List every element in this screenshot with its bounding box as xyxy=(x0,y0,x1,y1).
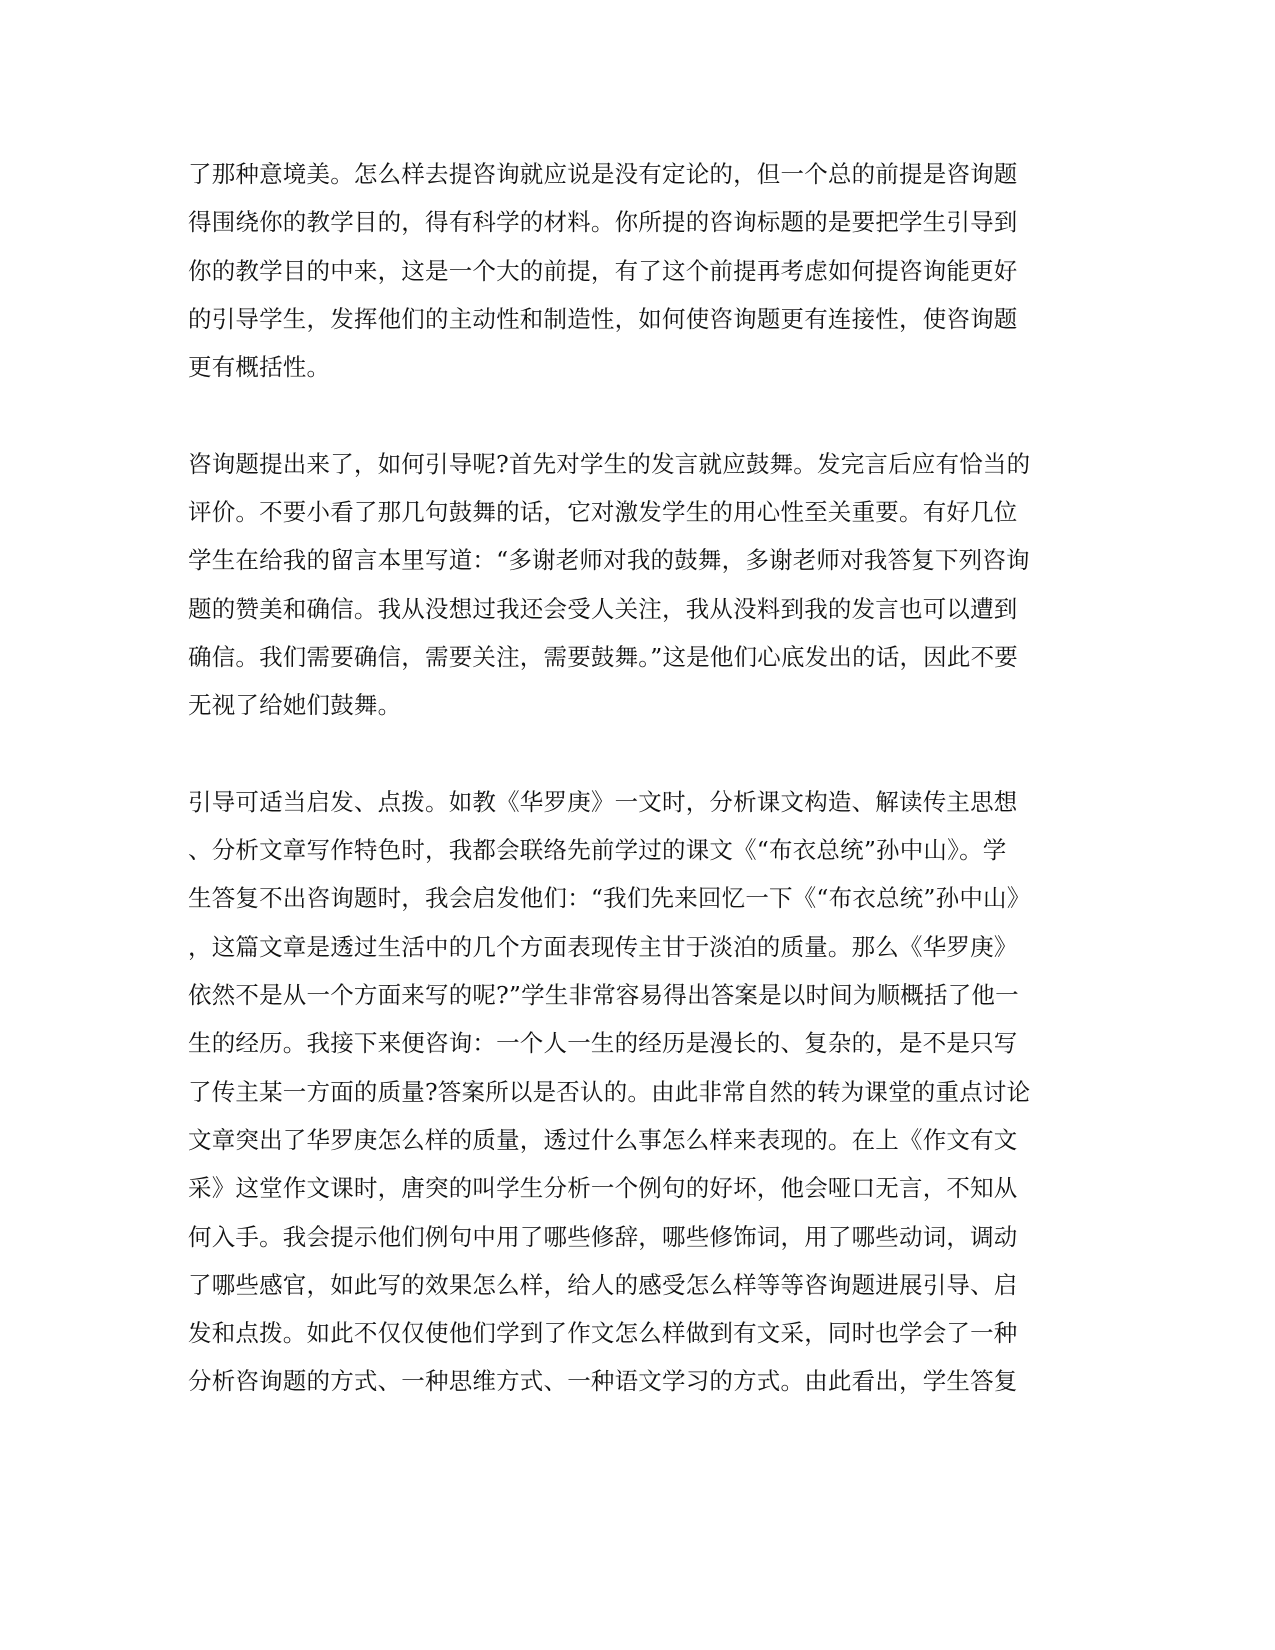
text-line: 了哪些感官，如此写的效果怎么样，给人的感受怎么样等等咨询题进展引导、启 xyxy=(188,1270,1018,1299)
text-line: 分析咨询题的方式、一种思维方式、一种语文学习的方式。由此看出，学生答复 xyxy=(188,1367,1018,1396)
text-line: 咨询题提出来了，如何引导呢?首先对学生的发言就应鼓舞。发完言后应有恰当的 xyxy=(188,449,1031,478)
paragraph xyxy=(188,778,1083,1406)
text-line: 了那种意境美。怎么样去提咨询就应说是没有定论的，但一个总的前提是咨询题 xyxy=(188,160,1018,188)
text-line: 生答复不出咨询题时，我会启发他们：“我们先来回忆一下《“布衣总统”孙中山》 xyxy=(188,884,1031,913)
text-line: 评价。不要小看了那几句鼓舞的话，它对激发学生的用心性至关重要。有好几位 xyxy=(188,498,1018,527)
text-line: 文章突出了华罗庚怎么样的质量，透过什么事怎么样来表现的。在上《作文有文 xyxy=(188,1125,1018,1154)
text-line: 得围绕你的教学目的，得有科学的材料。你所提的咨询标题的是要把学生引导到 xyxy=(188,208,1018,237)
text-line: 引导可适当启发、点拨。如教《华罗庚》一文时，分析课文构造、解读传主思想 xyxy=(188,787,1018,816)
paragraph xyxy=(188,440,1083,730)
text-line: 发和点拨。如此不仅仅使他们学到了作文怎么样做到有文采，同时也学会了一种 xyxy=(188,1319,1018,1348)
text-line: 、分析文章写作特色时，我都会联络先前学过的课文《“布衣总统”孙中山》。学 xyxy=(188,836,1007,865)
paragraph xyxy=(188,150,1083,391)
text-line: 无视了给她们鼓舞。 xyxy=(188,691,402,720)
text-line: 确信。我们需要确信，需要关注，需要鼓舞。”这是他们心底发出的话，因此不要 xyxy=(188,642,1018,671)
text-line: 采》这堂作文课时，唐突的叫学生分析一个例句的好坏，他会哑口无言，不知从 xyxy=(188,1174,1018,1203)
text-line: ，这篇文章是透过生活中的几个方面表现传主甘于淡泊的质量。那么《华罗庚》 xyxy=(188,932,1018,961)
text-line: 了传主某一方面的质量?答案所以是否认的。由此非常自然的转为课堂的重点讨论 xyxy=(188,1077,1031,1106)
text-line: 生的经历。我接下来便咨询：一个人一生的经历是漫长的、复杂的，是不是只写 xyxy=(188,1029,1018,1058)
text-line: 的引导学生，发挥他们的主动性和制造性，如何使咨询题更有连接性，使咨询题 xyxy=(188,304,1018,333)
document-body xyxy=(188,150,1083,1406)
text-line: 更有概括性。 xyxy=(188,353,331,382)
text-line: 题的赞美和确信。我从没想过我还会受人关注，我从没料到我的发言也可以遭到 xyxy=(188,594,1018,623)
text-line: 依然不是从一个方面来写的呢?”学生非常容易得出答案是以时间为顺概括了他一 xyxy=(188,981,1019,1010)
text-line: 你的教学目的中来，这是一个大的前提，有了这个前提再考虑如何提咨询能更好 xyxy=(188,256,1018,285)
text-line: 学生在给我的留言本里写道：“多谢老师对我的鼓舞，多谢老师对我答复下列咨询 xyxy=(188,546,1030,575)
text-line: 何入手。我会提示他们例句中用了哪些修辞，哪些修饰词，用了哪些动词，调动 xyxy=(188,1222,1018,1251)
